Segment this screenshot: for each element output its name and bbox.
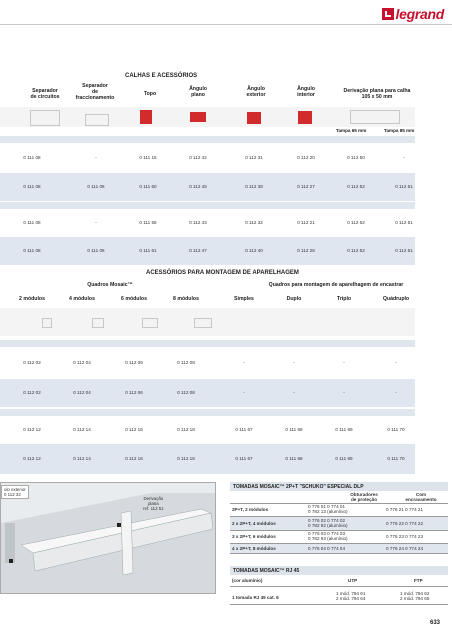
section-separator <box>0 409 415 416</box>
tampa-65-label: Tampa 65 mm <box>336 128 367 133</box>
schuko-row-3-obt: 0 776 04 0 774 04 <box>308 546 346 551</box>
schuko-col-encravamento: Com encravamento <box>405 492 437 503</box>
table-cell: 0 112 51 <box>395 184 413 189</box>
schuko-col-obturadores: Obturadores de proteção <box>350 492 378 503</box>
table-cell: 0 112 51 <box>395 220 413 225</box>
table-cell: 0 111 08 <box>23 248 41 253</box>
section-separator <box>0 202 415 209</box>
acess-head-6: Triplo <box>336 296 352 302</box>
schuko-row-3-label: 4 x 2P+T, 8 módulos <box>232 546 276 551</box>
table-cell: 0 111 68 <box>285 427 303 432</box>
table-cell: 0 111 61 <box>139 248 157 253</box>
acess-head-2: 6 módulos <box>121 296 147 302</box>
table-cell: 0 112 02 <box>23 360 41 365</box>
table-cell: 0 112 16 <box>125 456 143 461</box>
table-cell: 0 112 32 <box>245 220 263 225</box>
table-cell: 0 112 14 <box>73 427 91 432</box>
quadro-8-modulos-image <box>194 318 212 328</box>
table-cell: 0 112 14 <box>73 456 91 461</box>
rj45-utp-values: 1 mód. 794 61 2 mód. 794 64 <box>336 591 366 602</box>
table-cell: 0 112 50 <box>347 155 365 160</box>
schuko-row-2-enc: 0 776 23 0 774 23 <box>386 534 424 539</box>
table-cell: 0 111 08 <box>23 184 41 189</box>
schuko-row-3-enc: 0 776 24 0 774 24 <box>386 546 424 551</box>
calhas-head-0: Separador de circuitos <box>30 88 60 100</box>
table-cell: - <box>403 155 405 160</box>
schuko-row-0-obt: 0 776 01 0 774 01 0 782 13 (alumínio) <box>308 504 348 515</box>
table-cell: - <box>293 390 295 395</box>
quadro-4-modulos-image <box>92 318 104 328</box>
schuko-row-1-label: 2 x 2P+T, 4 módulos <box>232 521 276 526</box>
table-cell: 0 112 51 <box>395 248 413 253</box>
acess-head-5: Duplo <box>286 296 302 302</box>
calhas-head-5: Ângulo interior <box>297 86 315 98</box>
schuko-row-1-enc: 0 776 22 0 774 22 <box>386 521 424 526</box>
table-cell: 0 112 31 <box>245 155 263 160</box>
table-cell: 0 112 42 <box>189 155 207 160</box>
table-cell: - <box>243 360 245 365</box>
tampa-85-label: Tampa 85 mm <box>384 128 415 133</box>
section-separator <box>0 340 415 347</box>
rj45-title: TOMADAS MOSAIC™ RJ 45 <box>230 566 448 575</box>
table-cell: - <box>395 360 397 365</box>
calhas-row-0 <box>0 143 415 173</box>
acess-row-3 <box>0 444 415 474</box>
quadros-mosaic-heading: Quadros Mosaic™ <box>87 282 133 288</box>
calhas-title: CALHAS E ACESSÓRIOS <box>125 73 198 79</box>
table-cell: 0 112 40 <box>245 248 263 253</box>
calhas-head-3: Ângulo plano <box>189 86 207 98</box>
table-cell: 0 112 02 <box>23 390 41 395</box>
photo-label-derivacao: Derivação plana ref. 112 51 <box>143 496 164 511</box>
schuko-row-2-obt: 0 776 03 0 774 03 0 782 93 (alumínio) <box>308 531 348 542</box>
table-cell: 0 111 06 <box>87 184 105 189</box>
table-cell: 0 112 28 <box>297 248 315 253</box>
table-cell: 0 112 12 <box>23 427 41 432</box>
table-cell: 0 111 06 <box>87 248 105 253</box>
trunking-illustration <box>1 483 216 594</box>
table-cell: - <box>395 390 397 395</box>
table-cell: - <box>343 390 345 395</box>
quadro-6-modulos-image <box>142 318 158 328</box>
logo-mark-icon <box>382 8 394 20</box>
calhas-row-2 <box>0 209 415 237</box>
acess-row-0 <box>0 347 415 379</box>
table-cell: 0 112 04 <box>73 360 91 365</box>
separador-fraccionamento-image <box>85 114 109 126</box>
angulo-exterior-image <box>247 112 261 124</box>
table-cell: 0 111 08 <box>23 220 41 225</box>
calhas-head-4: Ângulo exterior <box>246 86 266 98</box>
acess-head-7: Quádruplo <box>382 296 410 302</box>
header-rule <box>0 24 452 25</box>
calhas-row-3 <box>0 237 415 265</box>
table-divider <box>230 553 448 554</box>
table-cell: 0 112 08 <box>177 360 195 365</box>
table-cell: 0 112 18 <box>177 427 195 432</box>
quadros-encastrar-heading: Quadros para montagem de aparelhagem de encastrar <box>268 282 404 288</box>
table-cell: - <box>95 155 97 160</box>
acess-head-4: Simples <box>234 296 254 302</box>
table-cell: 0 112 38 <box>245 184 263 189</box>
rj45-row-label: 1 tomada RJ 45 cat. 6 <box>232 595 279 600</box>
rj45-ftp-values: 1 mód. 794 62 2 mód. 794 65 <box>400 591 430 602</box>
table-cell: 0 111 68 <box>285 456 303 461</box>
quadro-2-modulos-image <box>42 318 52 328</box>
table-cell: 0 112 52 <box>347 220 365 225</box>
section-separator <box>0 136 415 143</box>
schuko-row-0-enc: 0 776 21 0 774 21 <box>386 507 424 512</box>
rj45-col-ftp: FTP <box>414 578 423 583</box>
table-cell: 0 111 69 <box>335 427 353 432</box>
schuko-row-0-label: 2P+T, 2 módulos <box>232 507 269 512</box>
logo-text: legrand <box>395 6 444 22</box>
separador-circuitos-image <box>30 110 60 126</box>
legrand-logo <box>382 6 444 22</box>
rj45-subtitle: (cor alumínio) <box>232 578 263 583</box>
schuko-row-2-label: 3 x 2P+T, 6 módulos <box>232 534 276 539</box>
table-cell: 0 111 60 <box>139 184 157 189</box>
table-cell: 0 112 06 <box>125 360 143 365</box>
derivacao-plana-image <box>350 110 400 124</box>
table-cell: 0 112 21 <box>297 220 315 225</box>
table-cell: 0 112 52 <box>347 184 365 189</box>
table-cell: 0 112 04 <box>73 390 91 395</box>
table-cell: - <box>293 360 295 365</box>
table-cell: 0 112 16 <box>125 427 143 432</box>
angulo-plano-image <box>190 112 206 122</box>
table-cell: 0 112 12 <box>23 456 41 461</box>
table-cell: 0 112 08 <box>177 390 195 395</box>
table-cell: 0 111 69 <box>335 456 353 461</box>
table-cell: 0 112 45 <box>189 184 207 189</box>
calhas-head-2: Topo <box>143 91 157 97</box>
table-cell: 0 112 20 <box>297 155 315 160</box>
table-cell: - <box>95 220 97 225</box>
table-cell: 0 112 06 <box>125 390 143 395</box>
table-cell: 0 112 18 <box>177 456 195 461</box>
schuko-title: TOMADAS MOSAIC™ 2P+T "SCHUKO" ESPECIAL DLP <box>230 482 448 491</box>
table-cell: - <box>243 390 245 395</box>
table-cell: 0 112 47 <box>189 248 207 253</box>
schuko-row-1-obt: 0 776 02 0 774 02 0 782 92 (alumínio) <box>308 518 348 529</box>
acess-head-1: 4 módulos <box>69 296 95 302</box>
page-number: 633 <box>429 620 440 626</box>
table-cell: 0 111 67 <box>235 456 253 461</box>
calhas-row-1 <box>0 173 415 201</box>
rj45-col-utp: UTP <box>348 578 358 583</box>
acess-row-1 <box>0 379 415 407</box>
installation-photo <box>0 482 216 594</box>
topo-image <box>140 110 152 124</box>
table-cell: 0 111 70 <box>387 456 405 461</box>
table-cell: 0 111 08 <box>23 155 41 160</box>
acess-row-2 <box>0 416 415 444</box>
table-divider <box>230 604 448 605</box>
acessorios-title: ACESSÓRIOS PARA MONTAGEM DE APARELHAGEM <box>146 270 299 276</box>
table-cell: 0 111 58 <box>139 220 157 225</box>
table-cell: 0 112 52 <box>347 248 365 253</box>
table-divider <box>230 586 448 587</box>
table-cell: 0 111 70 <box>387 427 405 432</box>
calhas-head-6: Derivação plana para calha 105 x 50 mm <box>343 88 411 100</box>
calhas-head-1: Separador de fraccionamento <box>75 83 115 101</box>
table-cell: 0 112 27 <box>297 184 315 189</box>
acess-head-3: 8 módulos <box>173 296 199 302</box>
angulo-interior-image <box>298 111 312 124</box>
table-cell: - <box>343 360 345 365</box>
acess-head-0: 2 módulos <box>19 296 45 302</box>
table-cell: 0 111 15 <box>139 155 157 160</box>
table-cell: 0 111 67 <box>235 427 253 432</box>
photo-label-angulo: ulo exterior 0 112 32 <box>1 485 29 499</box>
table-cell: 0 112 43 <box>189 220 207 225</box>
